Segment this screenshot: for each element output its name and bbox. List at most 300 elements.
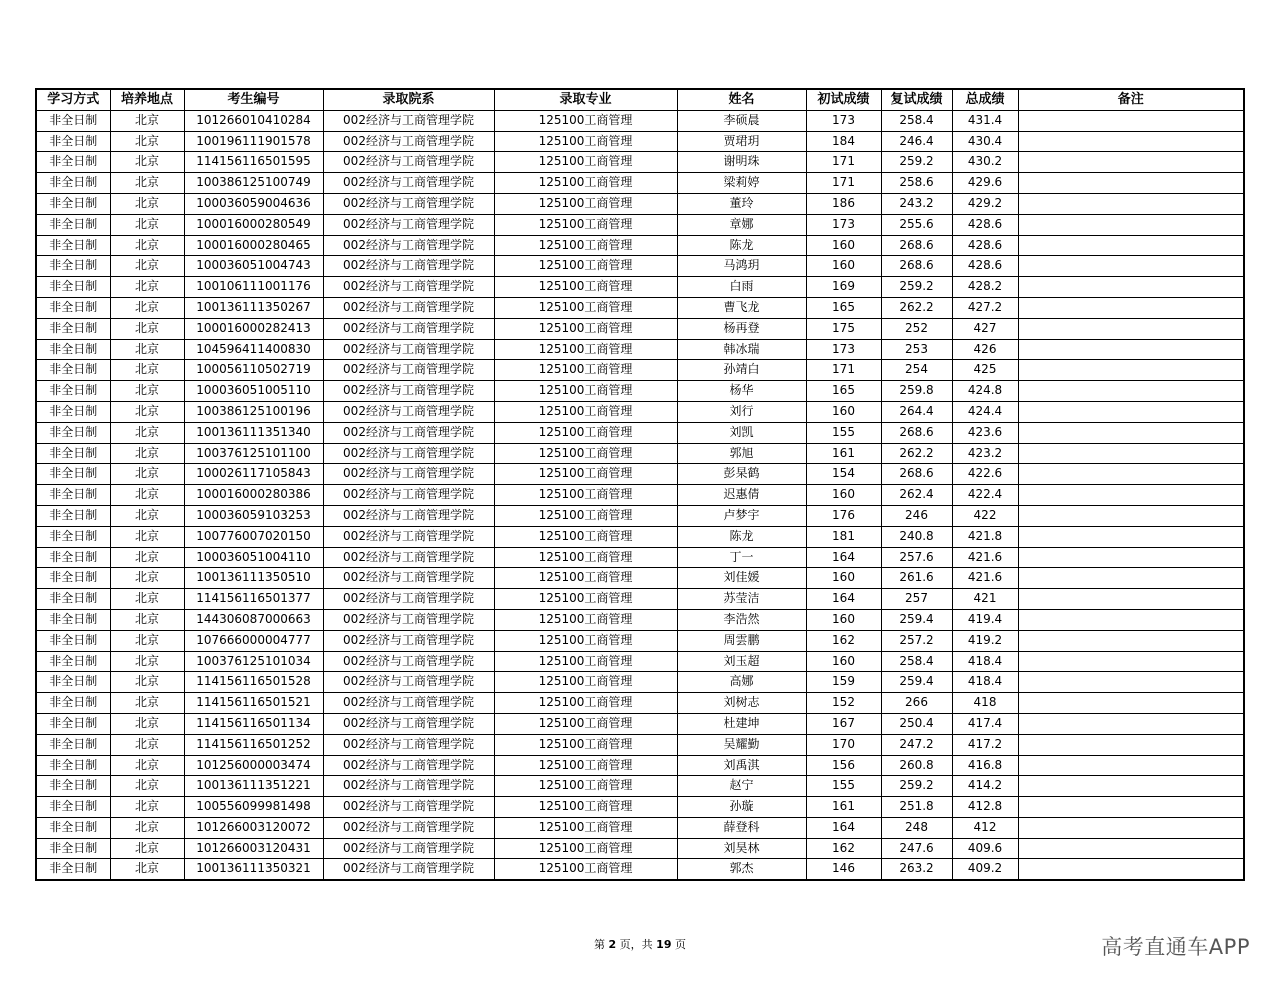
cell-department: 002经济与工商管理学院: [323, 339, 494, 360]
cell-location: 北京: [110, 381, 184, 402]
cell-location: 北京: [110, 797, 184, 818]
cell-remarks: [1018, 256, 1244, 277]
cell-major: 125100工商管理: [494, 173, 677, 194]
cell-location: 北京: [110, 110, 184, 131]
cell-candidate-id: 100136111351221: [184, 776, 323, 797]
watermark-text: 高考直通车APP: [1101, 935, 1250, 959]
cell-major: 125100工商管理: [494, 235, 677, 256]
cell-remarks: [1018, 776, 1244, 797]
cell-department: 002经济与工商管理学院: [323, 630, 494, 651]
cell-name: 李硕晨: [677, 110, 806, 131]
cell-major: 125100工商管理: [494, 505, 677, 526]
table-row: [36, 401, 1244, 422]
table-row: [36, 609, 1244, 630]
cell-initial-score: 171: [806, 360, 881, 381]
table-row: [36, 297, 1244, 318]
cell-name: 苏莹洁: [677, 589, 806, 610]
cell-retest-score: 259.4: [881, 672, 952, 693]
cell-candidate-id: 107666000004777: [184, 630, 323, 651]
cell-study-mode: 非全日制: [36, 547, 110, 568]
table-row: [36, 568, 1244, 589]
table-row: [36, 859, 1244, 880]
cell-name: 杨华: [677, 381, 806, 402]
cell-initial-score: 167: [806, 713, 881, 734]
cell-department: 002经济与工商管理学院: [323, 152, 494, 173]
header-total-score: 总成绩: [952, 89, 1018, 110]
table-row: [36, 734, 1244, 755]
cell-name: 孙璇: [677, 797, 806, 818]
cell-major: 125100工商管理: [494, 734, 677, 755]
cell-remarks: [1018, 505, 1244, 526]
cell-study-mode: 非全日制: [36, 193, 110, 214]
table-row: [36, 339, 1244, 360]
cell-study-mode: 非全日制: [36, 152, 110, 173]
cell-location: 北京: [110, 422, 184, 443]
table-row: [36, 381, 1244, 402]
cell-name: 陈龙: [677, 526, 806, 547]
cell-retest-score: 258.4: [881, 110, 952, 131]
cell-retest-score: 262.2: [881, 297, 952, 318]
cell-remarks: [1018, 547, 1244, 568]
cell-total-score: 416.8: [952, 755, 1018, 776]
cell-remarks: [1018, 193, 1244, 214]
cell-name: 刘凯: [677, 422, 806, 443]
cell-total-score: 422.4: [952, 485, 1018, 506]
cell-location: 北京: [110, 235, 184, 256]
cell-location: 北京: [110, 817, 184, 838]
cell-location: 北京: [110, 256, 184, 277]
cell-initial-score: 173: [806, 339, 881, 360]
cell-location: 北京: [110, 859, 184, 880]
cell-total-score: 428.6: [952, 214, 1018, 235]
cell-study-mode: 非全日制: [36, 589, 110, 610]
cell-candidate-id: 114156116501521: [184, 693, 323, 714]
cell-total-score: 422: [952, 505, 1018, 526]
cell-candidate-id: 100136111350510: [184, 568, 323, 589]
table-row: [36, 464, 1244, 485]
cell-location: 北京: [110, 526, 184, 547]
cell-candidate-id: 100376125101100: [184, 443, 323, 464]
cell-location: 北京: [110, 360, 184, 381]
header-study-mode: 学习方式: [36, 89, 110, 110]
cell-study-mode: 非全日制: [36, 526, 110, 547]
table-row: [36, 360, 1244, 381]
cell-study-mode: 非全日制: [36, 609, 110, 630]
cell-retest-score: 259.4: [881, 609, 952, 630]
cell-total-score: 428.6: [952, 235, 1018, 256]
cell-candidate-id: 100386125100749: [184, 173, 323, 194]
cell-remarks: [1018, 318, 1244, 339]
cell-major: 125100工商管理: [494, 256, 677, 277]
cell-remarks: [1018, 817, 1244, 838]
cell-department: 002经济与工商管理学院: [323, 568, 494, 589]
cell-major: 125100工商管理: [494, 339, 677, 360]
cell-name: 薛登科: [677, 817, 806, 838]
footer-prefix: 第: [594, 938, 606, 951]
table-row: [36, 526, 1244, 547]
cell-study-mode: 非全日制: [36, 235, 110, 256]
cell-initial-score: 176: [806, 505, 881, 526]
cell-name: 杜建坤: [677, 713, 806, 734]
cell-location: 北京: [110, 318, 184, 339]
cell-retest-score: 259.8: [881, 381, 952, 402]
cell-initial-score: 164: [806, 589, 881, 610]
cell-department: 002经济与工商管理学院: [323, 443, 494, 464]
cell-candidate-id: 100106111001176: [184, 277, 323, 298]
cell-name: 贾珺玥: [677, 131, 806, 152]
cell-remarks: [1018, 401, 1244, 422]
cell-name: 刘玉超: [677, 651, 806, 672]
cell-department: 002经济与工商管理学院: [323, 547, 494, 568]
table-row: [36, 797, 1244, 818]
cell-location: 北京: [110, 464, 184, 485]
cell-initial-score: 154: [806, 464, 881, 485]
table-row: [36, 443, 1244, 464]
cell-location: 北京: [110, 838, 184, 859]
cell-study-mode: 非全日制: [36, 672, 110, 693]
cell-total-score: 427: [952, 318, 1018, 339]
cell-department: 002经济与工商管理学院: [323, 609, 494, 630]
cell-location: 北京: [110, 776, 184, 797]
cell-candidate-id: 100196111901578: [184, 131, 323, 152]
cell-remarks: [1018, 235, 1244, 256]
cell-study-mode: 非全日制: [36, 339, 110, 360]
cell-candidate-id: 100026117105843: [184, 464, 323, 485]
cell-total-score: 425: [952, 360, 1018, 381]
cell-total-score: 424.4: [952, 401, 1018, 422]
cell-total-score: 423.2: [952, 443, 1018, 464]
cell-department: 002经济与工商管理学院: [323, 173, 494, 194]
cell-department: 002经济与工商管理学院: [323, 422, 494, 443]
table-row: [36, 589, 1244, 610]
cell-initial-score: 165: [806, 381, 881, 402]
cell-study-mode: 非全日制: [36, 110, 110, 131]
header-name: 姓名: [677, 89, 806, 110]
cell-study-mode: 非全日制: [36, 734, 110, 755]
cell-major: 125100工商管理: [494, 589, 677, 610]
cell-initial-score: 164: [806, 547, 881, 568]
cell-major: 125100工商管理: [494, 277, 677, 298]
cell-location: 北京: [110, 443, 184, 464]
cell-total-score: 429.6: [952, 173, 1018, 194]
cell-name: 郭杰: [677, 859, 806, 880]
cell-total-score: 412: [952, 817, 1018, 838]
cell-candidate-id: 104596411400830: [184, 339, 323, 360]
cell-total-score: 409.6: [952, 838, 1018, 859]
table-row: [36, 693, 1244, 714]
cell-remarks: [1018, 526, 1244, 547]
cell-retest-score: 257.6: [881, 547, 952, 568]
cell-major: 125100工商管理: [494, 713, 677, 734]
cell-initial-score: 160: [806, 401, 881, 422]
cell-department: 002经济与工商管理学院: [323, 755, 494, 776]
cell-initial-score: 152: [806, 693, 881, 714]
cell-study-mode: 非全日制: [36, 297, 110, 318]
cell-candidate-id: 100036051005110: [184, 381, 323, 402]
cell-location: 北京: [110, 214, 184, 235]
table-row: [36, 173, 1244, 194]
cell-candidate-id: 114156116501595: [184, 152, 323, 173]
cell-initial-score: 155: [806, 422, 881, 443]
cell-candidate-id: 100136111350267: [184, 297, 323, 318]
cell-candidate-id: 100376125101034: [184, 651, 323, 672]
cell-location: 北京: [110, 277, 184, 298]
cell-department: 002经济与工商管理学院: [323, 297, 494, 318]
cell-initial-score: 173: [806, 214, 881, 235]
cell-initial-score: 175: [806, 318, 881, 339]
cell-name: 谢明珠: [677, 152, 806, 173]
cell-candidate-id: 100016000280549: [184, 214, 323, 235]
cell-retest-score: 246: [881, 505, 952, 526]
cell-study-mode: 非全日制: [36, 464, 110, 485]
cell-candidate-id: 100056110502719: [184, 360, 323, 381]
cell-department: 002经济与工商管理学院: [323, 485, 494, 506]
cell-location: 北京: [110, 297, 184, 318]
cell-initial-score: 184: [806, 131, 881, 152]
cell-initial-score: 161: [806, 797, 881, 818]
cell-candidate-id: 100386125100196: [184, 401, 323, 422]
cell-remarks: [1018, 797, 1244, 818]
cell-total-score: 431.4: [952, 110, 1018, 131]
cell-major: 125100工商管理: [494, 443, 677, 464]
cell-total-score: 417.2: [952, 734, 1018, 755]
cell-remarks: [1018, 214, 1244, 235]
header-remarks: 备注: [1018, 89, 1244, 110]
cell-name: 迟惠倩: [677, 485, 806, 506]
cell-candidate-id: 101266003120431: [184, 838, 323, 859]
cell-name: 刘树志: [677, 693, 806, 714]
table-row: [36, 214, 1244, 235]
cell-study-mode: 非全日制: [36, 360, 110, 381]
cell-name: 董玲: [677, 193, 806, 214]
cell-major: 125100工商管理: [494, 464, 677, 485]
cell-major: 125100工商管理: [494, 214, 677, 235]
cell-retest-score: 250.4: [881, 713, 952, 734]
cell-retest-score: 268.6: [881, 464, 952, 485]
cell-total-score: 418: [952, 693, 1018, 714]
cell-department: 002经济与工商管理学院: [323, 235, 494, 256]
table-row: [36, 110, 1244, 131]
cell-initial-score: 165: [806, 297, 881, 318]
cell-department: 002经济与工商管理学院: [323, 464, 494, 485]
cell-retest-score: 252: [881, 318, 952, 339]
cell-location: 北京: [110, 651, 184, 672]
cell-study-mode: 非全日制: [36, 318, 110, 339]
cell-location: 北京: [110, 485, 184, 506]
cell-remarks: [1018, 859, 1244, 880]
cell-location: 北京: [110, 630, 184, 651]
cell-location: 北京: [110, 193, 184, 214]
table-row: [36, 505, 1244, 526]
cell-retest-score: 248: [881, 817, 952, 838]
cell-location: 北京: [110, 734, 184, 755]
cell-retest-score: 251.8: [881, 797, 952, 818]
cell-initial-score: 160: [806, 651, 881, 672]
cell-location: 北京: [110, 589, 184, 610]
cell-name: 陈龙: [677, 235, 806, 256]
cell-initial-score: 162: [806, 838, 881, 859]
cell-candidate-id: 114156116501377: [184, 589, 323, 610]
table-row: [36, 817, 1244, 838]
cell-total-score: 427.2: [952, 297, 1018, 318]
cell-major: 125100工商管理: [494, 381, 677, 402]
cell-candidate-id: 100136111350321: [184, 859, 323, 880]
cell-location: 北京: [110, 568, 184, 589]
cell-total-score: 421.6: [952, 547, 1018, 568]
table-row: [36, 235, 1244, 256]
page-number-footer: [540, 936, 740, 952]
cell-candidate-id: 100036051004110: [184, 547, 323, 568]
cell-total-score: 419.2: [952, 630, 1018, 651]
table-row: [36, 152, 1244, 173]
admission-table: [35, 88, 1245, 881]
cell-remarks: [1018, 568, 1244, 589]
cell-location: 北京: [110, 672, 184, 693]
header-retest-score: 复试成绩: [881, 89, 952, 110]
cell-name: 曹飞龙: [677, 297, 806, 318]
table-row: [36, 193, 1244, 214]
cell-study-mode: 非全日制: [36, 859, 110, 880]
cell-study-mode: 非全日制: [36, 173, 110, 194]
header-initial-score: 初试成绩: [806, 89, 881, 110]
table-row: [36, 485, 1244, 506]
cell-location: 北京: [110, 339, 184, 360]
cell-retest-score: 262.4: [881, 485, 952, 506]
table-row: [36, 277, 1244, 298]
cell-retest-score: 259.2: [881, 152, 952, 173]
cell-initial-score: 181: [806, 526, 881, 547]
cell-retest-score: 260.8: [881, 755, 952, 776]
cell-candidate-id: 114156116501252: [184, 734, 323, 755]
cell-initial-score: 160: [806, 568, 881, 589]
cell-study-mode: 非全日制: [36, 630, 110, 651]
cell-remarks: [1018, 277, 1244, 298]
cell-total-score: 423.6: [952, 422, 1018, 443]
cell-location: 北京: [110, 547, 184, 568]
cell-name: 周雲鹏: [677, 630, 806, 651]
cell-total-score: 430.4: [952, 131, 1018, 152]
cell-department: 002经济与工商管理学院: [323, 193, 494, 214]
cell-candidate-id: 100036051004743: [184, 256, 323, 277]
cell-remarks: [1018, 485, 1244, 506]
cell-major: 125100工商管理: [494, 485, 677, 506]
cell-major: 125100工商管理: [494, 547, 677, 568]
cell-retest-score: 255.6: [881, 214, 952, 235]
cell-name: 孙靖白: [677, 360, 806, 381]
cell-name: 韩冰瑞: [677, 339, 806, 360]
cell-remarks: [1018, 443, 1244, 464]
cell-department: 002经济与工商管理学院: [323, 859, 494, 880]
cell-total-score: 428.6: [952, 256, 1018, 277]
cell-remarks: [1018, 672, 1244, 693]
cell-remarks: [1018, 381, 1244, 402]
cell-total-score: 421.6: [952, 568, 1018, 589]
header-location: 培养地点: [110, 89, 184, 110]
cell-department: 002经济与工商管理学院: [323, 110, 494, 131]
cell-candidate-id: 101256000003474: [184, 755, 323, 776]
cell-name: 李浩然: [677, 609, 806, 630]
cell-study-mode: 非全日制: [36, 277, 110, 298]
cell-major: 125100工商管理: [494, 776, 677, 797]
cell-major: 125100工商管理: [494, 318, 677, 339]
cell-major: 125100工商管理: [494, 110, 677, 131]
cell-major: 125100工商管理: [494, 672, 677, 693]
table-row: [36, 672, 1244, 693]
cell-major: 125100工商管理: [494, 755, 677, 776]
cell-department: 002经济与工商管理学院: [323, 214, 494, 235]
cell-retest-score: 240.8: [881, 526, 952, 547]
cell-department: 002经济与工商管理学院: [323, 838, 494, 859]
cell-major: 125100工商管理: [494, 859, 677, 880]
cell-retest-score: 268.6: [881, 256, 952, 277]
cell-total-score: 418.4: [952, 651, 1018, 672]
cell-candidate-id: 101266010410284: [184, 110, 323, 131]
cell-remarks: [1018, 713, 1244, 734]
cell-location: 北京: [110, 755, 184, 776]
cell-study-mode: 非全日制: [36, 693, 110, 714]
cell-study-mode: 非全日制: [36, 485, 110, 506]
cell-name: 赵宁: [677, 776, 806, 797]
cell-initial-score: 146: [806, 859, 881, 880]
cell-retest-score: 247.6: [881, 838, 952, 859]
cell-study-mode: 非全日制: [36, 401, 110, 422]
cell-remarks: [1018, 360, 1244, 381]
cell-name: 卢梦宇: [677, 505, 806, 526]
cell-retest-score: 246.4: [881, 131, 952, 152]
cell-retest-score: 254: [881, 360, 952, 381]
cell-major: 125100工商管理: [494, 152, 677, 173]
cell-remarks: [1018, 734, 1244, 755]
cell-remarks: [1018, 297, 1244, 318]
cell-retest-score: 262.2: [881, 443, 952, 464]
cell-retest-score: 258.4: [881, 651, 952, 672]
cell-department: 002经济与工商管理学院: [323, 713, 494, 734]
cell-initial-score: 171: [806, 173, 881, 194]
cell-name: 杨再登: [677, 318, 806, 339]
cell-initial-score: 160: [806, 235, 881, 256]
cell-major: 125100工商管理: [494, 401, 677, 422]
cell-study-mode: 非全日制: [36, 713, 110, 734]
cell-remarks: [1018, 110, 1244, 131]
cell-department: 002经济与工商管理学院: [323, 776, 494, 797]
cell-initial-score: 161: [806, 443, 881, 464]
cell-major: 125100工商管理: [494, 797, 677, 818]
cell-remarks: [1018, 339, 1244, 360]
cell-name: 刘行: [677, 401, 806, 422]
table-row: [36, 838, 1244, 859]
table-header-row: [36, 89, 1244, 110]
cell-retest-score: 253: [881, 339, 952, 360]
cell-initial-score: 170: [806, 734, 881, 755]
cell-location: 北京: [110, 401, 184, 422]
cell-department: 002经济与工商管理学院: [323, 131, 494, 152]
cell-total-score: 429.2: [952, 193, 1018, 214]
cell-department: 002经济与工商管理学院: [323, 817, 494, 838]
table-body: [36, 110, 1244, 880]
cell-remarks: [1018, 838, 1244, 859]
cell-study-mode: 非全日制: [36, 256, 110, 277]
cell-initial-score: 169: [806, 277, 881, 298]
cell-study-mode: 非全日制: [36, 214, 110, 235]
cell-location: 北京: [110, 131, 184, 152]
cell-retest-score: 243.2: [881, 193, 952, 214]
cell-location: 北京: [110, 173, 184, 194]
cell-department: 002经济与工商管理学院: [323, 360, 494, 381]
header-department: 录取院系: [323, 89, 494, 110]
cell-total-score: 412.8: [952, 797, 1018, 818]
cell-retest-score: 257: [881, 589, 952, 610]
cell-remarks: [1018, 609, 1244, 630]
